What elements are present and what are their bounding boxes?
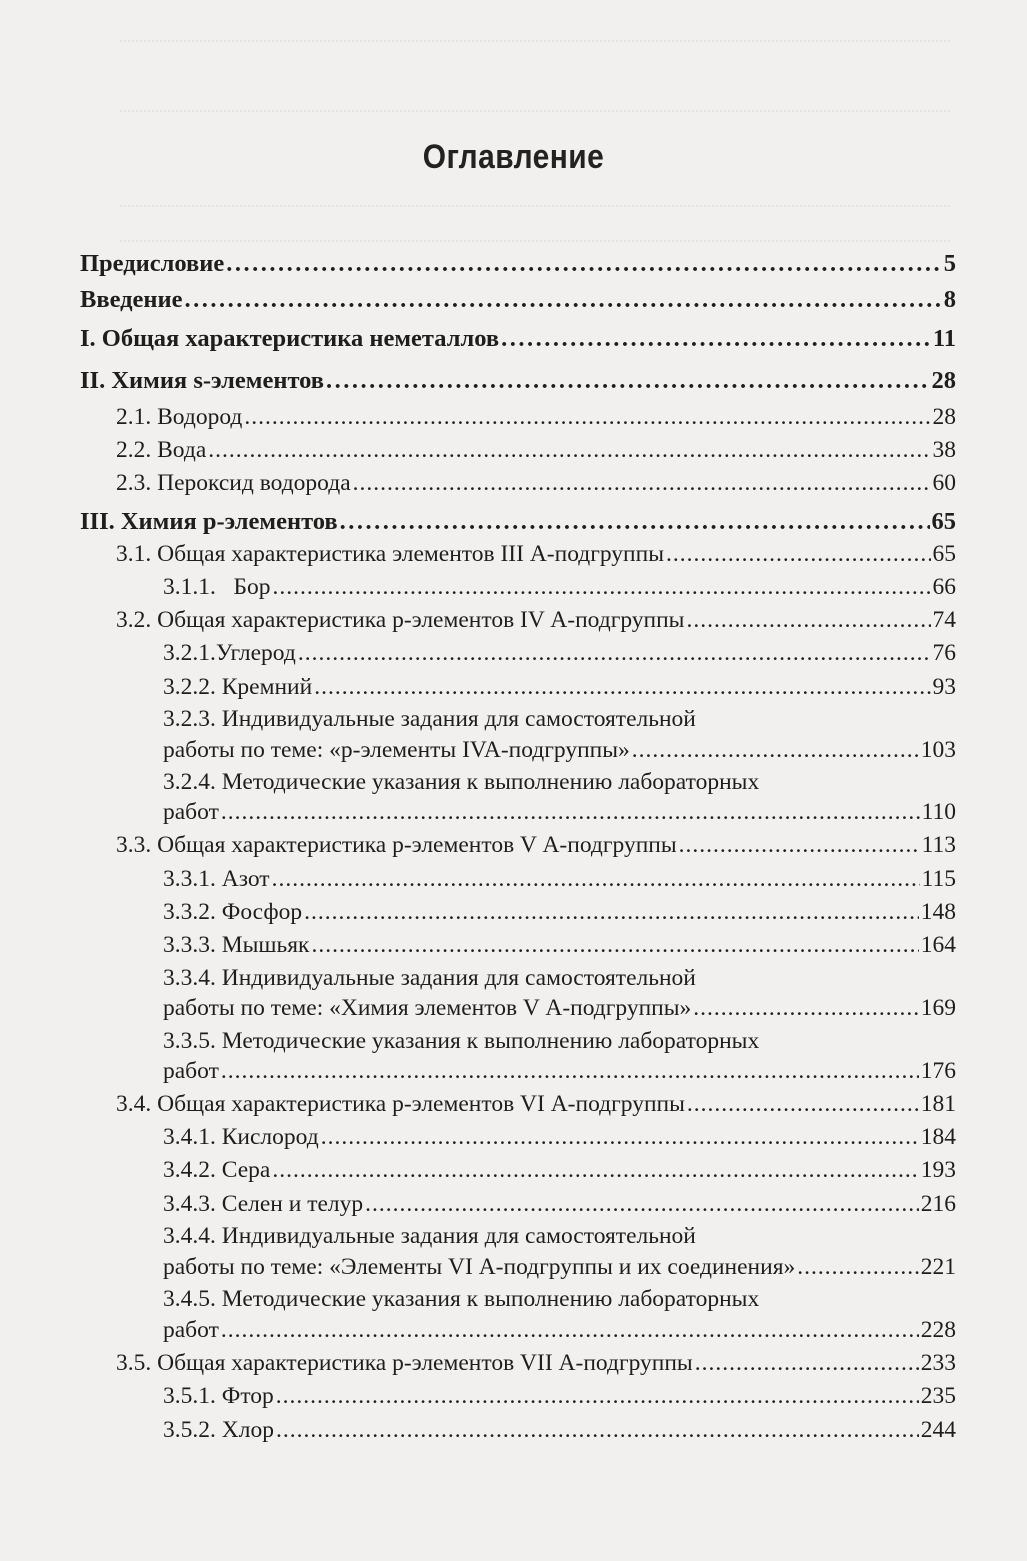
dot-leader (687, 1090, 919, 1118)
toc-page-number: 181 (920, 1091, 956, 1117)
dot-leader (314, 673, 930, 701)
toc-entry-label: 3.1. Общая характеристика элементов III А-подгруппы (116, 541, 664, 567)
dot-leader (226, 250, 942, 278)
toc-entry-line (116, 831, 956, 859)
toc-entry-label: 3.2.3. Индивидуальные задания для самостоятельной (163, 706, 696, 732)
toc-entry-label: 3.5.1. Фтор (163, 1383, 274, 1409)
toc-entry-line (163, 798, 956, 826)
toc-page-number: 60 (932, 470, 956, 496)
toc-entry-label: 3.2.4. Методические указания к выполнению лабораторных (163, 769, 760, 795)
dot-leader (693, 994, 918, 1022)
toc-entry-line (163, 865, 956, 893)
toc-page-number: 115 (921, 866, 956, 892)
toc-page-number: 65 (931, 508, 956, 535)
toc-entry-label: Предисловие (80, 250, 225, 277)
toc-entry-line (163, 1382, 956, 1410)
dot-leader (244, 403, 930, 431)
toc-page-number: 244 (920, 1417, 956, 1443)
toc-entry-line (116, 606, 956, 634)
dot-leader (321, 1123, 919, 1151)
toc-entry-label: 3.3. Общая характеристика p-элементов V А-подгруппы (116, 832, 677, 858)
toc-entry-label: 3.3.5. Методические указания к выполнению лабораторных (163, 1028, 760, 1054)
toc-entry-label: 3.4. Общая характеристика p-элементов VI А-подгруппы (116, 1091, 685, 1117)
toc-entry-label: II. Химия s-элементов (80, 367, 325, 394)
dot-leader (221, 1057, 919, 1085)
dot-leader (340, 508, 930, 536)
toc-entry-line (116, 540, 956, 568)
toc-entry-line (163, 639, 956, 667)
toc-page-number: 28 (932, 404, 956, 430)
dot-leader (353, 469, 931, 497)
toc-page-number: 235 (920, 1383, 956, 1409)
toc-entry-label: 3.3.1. Азот (163, 866, 270, 892)
dot-leader (273, 573, 931, 601)
toc-entry-label: 3.4.4. Индивидуальные задания для самостоятельной (163, 1223, 696, 1249)
dot-leader (298, 639, 931, 667)
toc-entry-label-continuation: работы по теме: «Химия элементов V А-подгруппы» (163, 995, 692, 1021)
toc-entry-label: 3.2.2. Кремний (163, 674, 313, 700)
toc-page-number: 164 (920, 932, 956, 958)
dot-leader (695, 1349, 919, 1377)
dot-leader (365, 1190, 919, 1218)
toc-entry-label: 2.1. Водород (116, 404, 243, 430)
toc-entry-label: 3.1.1. Бор (163, 574, 271, 600)
toc-entry-label: 3.5. Общая характеристика p-элементов VII А-подгруппы (116, 1350, 693, 1376)
toc-entry-label: 3.3.3. Мышьяк (163, 932, 310, 958)
toc-entry-label: 2.3. Пероксид водорода (116, 470, 351, 496)
toc-page-number: 110 (921, 799, 956, 825)
toc-page-number: 228 (920, 1317, 956, 1343)
toc-page-number: 184 (920, 1124, 956, 1150)
toc-entry-label: 3.2.1.Углерод (163, 640, 296, 666)
toc-entry-label: 3.4.5. Методические указания к выполнению лабораторных (163, 1286, 760, 1312)
toc-page-number: 103 (920, 737, 956, 763)
toc-entry-line (163, 1190, 956, 1218)
toc-entry-label: 3.5.2. Хлор (163, 1417, 274, 1443)
dot-leader (326, 367, 929, 395)
dot-leader (632, 736, 919, 764)
toc-page-number: 74 (932, 607, 956, 633)
toc-entry-line (163, 931, 956, 959)
toc-page-number: 66 (932, 574, 956, 600)
toc-page-number: 113 (921, 832, 956, 858)
toc-entry-label-continuation: работы по теме: «p-элементы IVA-подгруппы» (163, 737, 630, 763)
toc-entry-line (80, 325, 956, 353)
toc-entry-line (116, 403, 956, 431)
toc-entry-label-continuation: работ (163, 799, 219, 825)
page-title: Оглавление (422, 138, 605, 176)
toc-entry-line (163, 673, 956, 701)
toc-entry-line (163, 1123, 956, 1151)
toc-entry-line (163, 1156, 956, 1184)
toc-entry-line (80, 367, 956, 395)
toc-entry-line (163, 573, 956, 601)
toc-page-number: 28 (931, 367, 956, 394)
toc-page-number: 216 (920, 1191, 956, 1217)
dot-leader (276, 1416, 919, 1444)
dot-leader (272, 865, 920, 893)
toc-entry-line (163, 994, 956, 1022)
toc-page-number: 148 (920, 899, 956, 925)
toc-entry-label: I. Общая характеристика неметаллов (80, 325, 500, 352)
toc-entry-line (163, 1416, 956, 1444)
toc-entry-line (116, 1349, 956, 1377)
toc-entry-line (116, 469, 956, 497)
toc-page-number: 193 (920, 1157, 956, 1183)
toc-page-number: 169 (920, 995, 956, 1021)
toc-entry-label: III. Химия p-элементов (80, 508, 338, 535)
dot-leader (311, 931, 918, 959)
dot-leader (272, 1156, 918, 1184)
toc-entry-line (163, 1057, 956, 1085)
toc-entry-line (163, 898, 956, 926)
toc-entry-line (116, 1090, 956, 1118)
dot-leader (221, 1316, 919, 1344)
toc-entry-label: Введение (80, 286, 183, 313)
toc-entry-line (163, 736, 956, 764)
toc-page-number: 38 (932, 437, 956, 463)
toc-entry-label: 3.2. Общая характеристика p-элементов IV А-подгруппы (116, 607, 685, 633)
toc-page-number: 93 (932, 674, 956, 700)
toc-entry-line (163, 1316, 956, 1344)
toc-page-number: 8 (943, 286, 956, 313)
dot-leader (185, 286, 942, 314)
dot-leader (304, 898, 919, 926)
toc-entry-line (80, 286, 956, 314)
toc-entry-label: 3.4.1. Кислород (163, 1124, 319, 1150)
toc-entry-line (80, 508, 956, 536)
dot-leader (208, 436, 930, 464)
toc-entry-label: 3.3.2. Фосфор (163, 899, 303, 925)
toc-page-number: 76 (932, 640, 956, 666)
toc-entry-label-continuation: работ (163, 1058, 219, 1084)
dot-leader (501, 325, 931, 353)
toc-entry-label-continuation: работы по теме: «Элементы VI А-подгруппы и их соединения» (163, 1254, 796, 1280)
toc-page-number: 221 (920, 1254, 956, 1280)
toc-entry-line (116, 436, 956, 464)
dot-leader (276, 1382, 919, 1410)
toc-page-number: 5 (943, 250, 956, 277)
toc-entry-line (163, 1253, 956, 1281)
toc-page-number: 176 (920, 1058, 956, 1084)
dot-leader (221, 798, 920, 826)
toc-entry-label: 3.4.2. Сера (163, 1157, 271, 1183)
toc-entry-label: 3.3.4. Индивидуальные задания для самостоятельной (163, 965, 696, 991)
toc-page-number: 65 (932, 541, 956, 567)
toc-entry-label-continuation: работ (163, 1317, 219, 1343)
dot-leader (686, 606, 930, 634)
dot-leader (666, 540, 931, 568)
toc-entry-label: 2.2. Вода (116, 437, 207, 463)
dot-leader (679, 831, 920, 859)
toc-page-number: 233 (920, 1350, 956, 1376)
dot-leader (797, 1253, 918, 1281)
toc-entry-label: 3.4.3. Селен и телур (163, 1191, 364, 1217)
toc-page-number: 11 (932, 325, 956, 352)
toc-entry-line (80, 250, 956, 278)
